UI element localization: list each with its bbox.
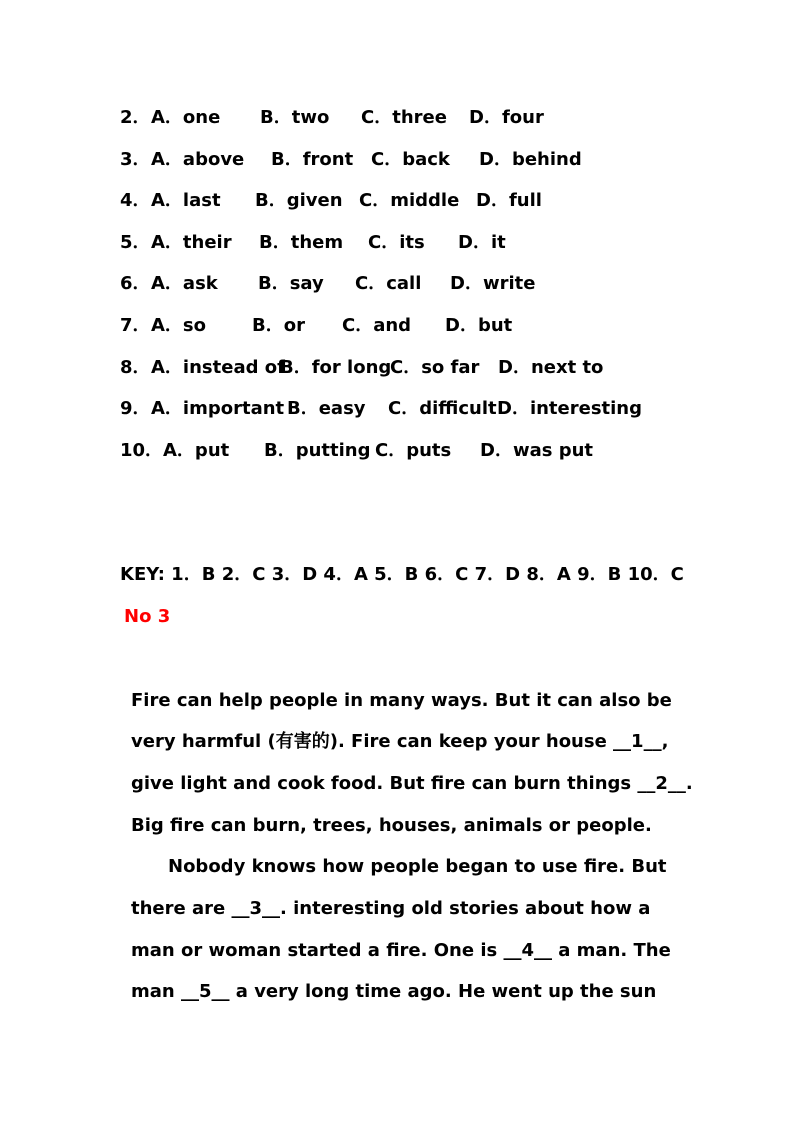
- option-b: B．for long: [280, 357, 392, 378]
- passage-line: man __5__ a very long time ago. He went up the sun: [131, 981, 657, 1002]
- question-number: 4．: [120, 190, 151, 211]
- option-c: C．back: [371, 149, 450, 170]
- option-c: C．puts: [375, 440, 452, 461]
- question-row: [120, 356, 740, 380]
- passage-line: there are __3__. interesting old stories about how a: [131, 898, 651, 919]
- option-a: A．ask: [151, 273, 218, 294]
- option-d: D．it: [458, 232, 506, 253]
- question-number: 7．: [120, 315, 151, 336]
- question-row: [120, 148, 740, 172]
- option-b: B．or: [252, 315, 305, 336]
- question-number: 3．: [120, 149, 151, 170]
- option-b: B．putting: [264, 440, 371, 461]
- question-number: 10．: [120, 440, 164, 461]
- section-number: No 3: [124, 606, 171, 627]
- option-d: D．behind: [479, 149, 582, 170]
- passage-line: man or woman started a fire. One is __4__ a man. The: [131, 940, 671, 961]
- question-row: [120, 189, 740, 213]
- question-number: 8．: [120, 357, 151, 378]
- option-a: A．their: [151, 232, 232, 253]
- option-c: C．difficult: [388, 398, 497, 419]
- option-b: B．them: [259, 232, 344, 253]
- question-number: 6．: [120, 273, 151, 294]
- option-d: D．write: [450, 273, 536, 294]
- option-a: A．instead of: [151, 357, 285, 378]
- question-number: 2．: [120, 107, 151, 128]
- option-b: B．easy: [287, 398, 366, 419]
- option-d: D．next to: [498, 357, 604, 378]
- question-row: [120, 231, 740, 255]
- answer-key: KEY: 1．B 2．C 3．D 4．A 5．B 6．C 7．D 8．A 9．B 10．C: [120, 564, 684, 585]
- option-d: D．interesting: [497, 398, 643, 419]
- option-c: C．its: [368, 232, 425, 253]
- question-row: [120, 106, 740, 130]
- option-a: A．last: [151, 190, 221, 211]
- question-number: 9．: [120, 398, 151, 419]
- option-c: C．and: [342, 315, 412, 336]
- passage-line: Nobody knows how people began to use fire. But: [168, 856, 667, 877]
- option-a: A．important: [151, 398, 285, 419]
- option-d: D．full: [476, 190, 542, 211]
- option-b: B．given: [255, 190, 343, 211]
- passage-line: very harmful (有害的). Fire can keep your house __1__,: [131, 731, 669, 752]
- option-a: A．so: [151, 315, 207, 336]
- question-row: [120, 272, 740, 296]
- option-c: C．so far: [390, 357, 480, 378]
- option-a: A．put: [163, 440, 230, 461]
- option-a: A．above: [151, 149, 245, 170]
- option-a: A．one: [151, 107, 221, 128]
- passage-line: Big fire can burn, trees, houses, animals or people.: [131, 815, 652, 836]
- option-c: C．call: [355, 273, 422, 294]
- option-b: B．front: [271, 149, 354, 170]
- question-row: [120, 439, 740, 463]
- option-d: D．was put: [480, 440, 594, 461]
- option-c: C．middle: [359, 190, 460, 211]
- passage-line: give light and cook food. But fire can burn things __2__.: [131, 773, 693, 794]
- passage-line: Fire can help people in many ways. But it can also be: [131, 690, 672, 711]
- option-d: D．four: [469, 107, 544, 128]
- option-b: B．two: [260, 107, 330, 128]
- question-row: [120, 314, 740, 338]
- option-c: C．three: [361, 107, 447, 128]
- question-row: [120, 397, 740, 421]
- option-d: D．but: [445, 315, 513, 336]
- option-b: B．say: [258, 273, 324, 294]
- question-number: 5．: [120, 232, 151, 253]
